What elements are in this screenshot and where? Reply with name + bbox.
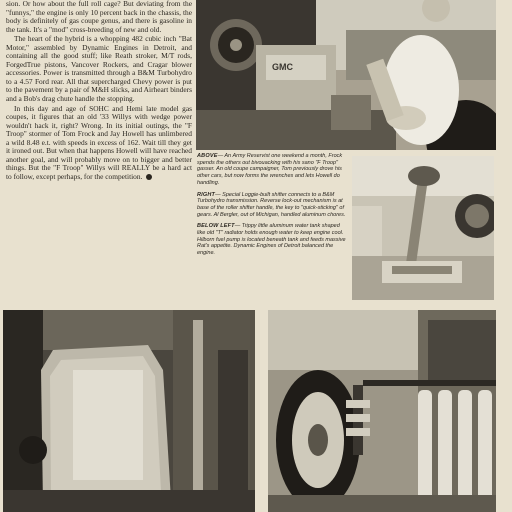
photo-engine-mechanic	[196, 0, 496, 150]
end-of-article-icon	[146, 174, 152, 180]
caption-above	[197, 153, 347, 187]
photo-front-wheel-headers-image	[268, 310, 496, 512]
article-paragraph-1: sion. Or how about the full roll cage? But deviating from the "funnys," the engine is only 10 percent back in the chassis, the body is definitely of gas coupe genus, and there is gasoline in the tank. It's a "mod" cross-breeding of new and old.	[6, 0, 192, 34]
caption-below-left-text: — Trippy little aluminum water tank shaped like old "T" radiator holds enough water to keep engine cool. Hilborn fuel pump is located beneath tank and feeds massive Rat's appetite. Dynamic Engines of Detroit balanced the engine.	[197, 223, 346, 257]
photo-shifter-image	[352, 156, 494, 300]
caption-above-text: — An Army Reservist one weekend a month, Frock spends the others out bivouacking with his sano "F Troop" gasser. An old coupe campaigner, Tom previously drove his other cars, but now forms the wrenches and lets Howell do handling.	[197, 153, 343, 186]
caption-right-text: — Special Loggie-built shifter connects to a B&M Turbohydro transmission. Reverse lock-out mechanism is at base of the roller shifter handle, the key to "quick-sticking" of gears. Al Bergler, out of Michigan, handled aluminum chores.	[197, 191, 346, 218]
caption-below-left-lead: BELOW LEFT	[197, 223, 235, 230]
photo-engine-mechanic-image	[196, 0, 496, 150]
blower-decal-text: GMC	[272, 62, 293, 72]
caption-above-lead: ABOVE	[197, 153, 218, 159]
article-paragraph-2: The heart of the hybrid is a whopping 482 cubic inch "Bat Motor," assembled by Dynamic Engines in Detroit, and containing all the good stuff; like Reath stroker, M/T rods, ForgedTrue pistons, Vancover Rockers, and Cragar blower accessories. Power is transmitted through a B&M Turbohydro to a 4.57 Ford rear. All that supercharged Chevy power is put to the pavement by a pair of M&H slicks, and Airheart binders and a Bob's drag chute handle the stopping.	[6, 34, 192, 104]
article-paragraph-3-text: In this day and age of SOHC and Hemi late model gas coupes, it figures that an old '33 Willys with wedge power wouldn't hack it, right? Wrong. In its initial outings, the "F Troop" stormer of Tom Frock and Jay Howell has unlimbered a wild 8.48 e.t. with speeds in excess of 162. Wait till they get it ironed out. But when that happens Howell will have reached another goal, and will probably move on to bigger and better things. But the "F Troop" Willys will REALLY be a hard act to follow, except perhaps, for the competition.	[6, 103, 192, 181]
caption-right	[197, 192, 347, 219]
photo-shifter	[352, 156, 494, 300]
caption-below-left	[197, 223, 347, 257]
caption-right-lead: RIGHT	[197, 191, 216, 198]
photo-front-wheel-headers	[268, 310, 496, 512]
photo-captions	[197, 153, 347, 303]
photo-water-tank-image	[3, 310, 255, 512]
photo-water-tank	[3, 310, 255, 512]
article-paragraph-3	[6, 105, 192, 182]
article-text	[6, 0, 192, 300]
